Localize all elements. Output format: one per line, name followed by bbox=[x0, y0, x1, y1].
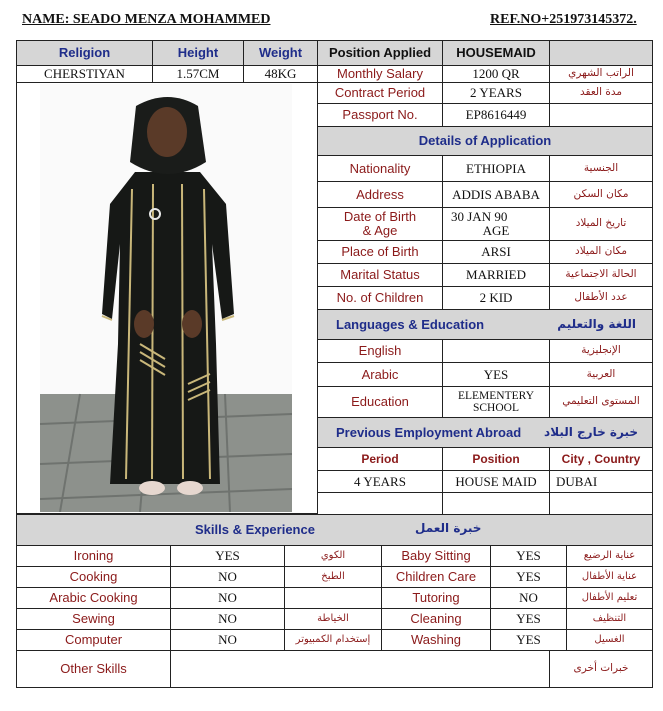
passport-value: EP8616449 bbox=[442, 103, 550, 127]
languages-title: Languages & Education bbox=[336, 316, 485, 332]
pob-value: ARSI bbox=[442, 240, 550, 264]
reference-number: REF.NO+251973145372. bbox=[490, 12, 637, 27]
education-value-line1: ELEMENTERY bbox=[457, 389, 535, 402]
education-value bbox=[442, 386, 550, 418]
marital-arabic: الحالة الاجتماعية bbox=[549, 263, 653, 287]
skill-label: Cooking bbox=[16, 566, 171, 588]
monthly-salary-value: 1200 QR bbox=[442, 65, 550, 83]
skill-arabic: تعليم الأطفال bbox=[566, 587, 653, 609]
skill-label: Sewing bbox=[16, 608, 171, 630]
marital-label: Marital Status bbox=[317, 263, 443, 287]
skill-value: YES bbox=[490, 608, 567, 630]
skill-label: Tutoring bbox=[381, 587, 491, 609]
religion-value: CHERSTIYAN bbox=[16, 65, 153, 83]
religion-header: Religion bbox=[16, 40, 153, 66]
employment-title-arabic: خبرة خارج البلاد bbox=[544, 425, 638, 440]
skills-title: Skills & Experience bbox=[195, 522, 315, 537]
skill-value: YES bbox=[490, 545, 567, 567]
skill-arabic: التنظيف bbox=[566, 608, 653, 630]
weight-value: 48KG bbox=[243, 65, 318, 83]
other-skills-value bbox=[170, 650, 550, 688]
nationality-arabic: الجنسية bbox=[549, 155, 653, 182]
skill-value: NO bbox=[170, 608, 285, 630]
skill-value: NO bbox=[170, 566, 285, 588]
skill-label: Computer bbox=[16, 629, 171, 651]
contract-period-value: 2 YEARS bbox=[442, 82, 550, 104]
skill-value: YES bbox=[170, 545, 285, 567]
languages-section-header bbox=[317, 309, 653, 340]
skill-value: YES bbox=[490, 629, 567, 651]
skill-arabic: الطبخ bbox=[284, 566, 382, 588]
pob-label: Place of Birth bbox=[317, 240, 443, 264]
skill-arabic: الغسيل bbox=[566, 629, 653, 651]
skill-value: NO bbox=[170, 587, 285, 609]
dob-arabic: تاريخ الميلاد bbox=[549, 207, 653, 241]
skill-value: NO bbox=[170, 629, 285, 651]
children-value: 2 KID bbox=[442, 286, 550, 310]
employment-title: Previous Employment Abroad bbox=[336, 424, 522, 440]
pob-arabic: مكان الميلاد bbox=[549, 240, 653, 264]
height-header: Height bbox=[152, 40, 244, 66]
english-value bbox=[442, 339, 550, 363]
dob-age: AGE bbox=[482, 223, 510, 238]
position-applied-value: HOUSEMAID bbox=[442, 40, 550, 66]
skills-title-arabic: خبرة العمل bbox=[415, 521, 482, 535]
english-label: English bbox=[317, 339, 443, 363]
skill-label: Cleaning bbox=[381, 608, 491, 630]
dob-date: 30 JAN 90 bbox=[451, 209, 508, 225]
education-arabic: المستوى التعليمي bbox=[549, 386, 653, 418]
skill-arabic: الكوي bbox=[284, 545, 382, 567]
employment-position-header: Position bbox=[442, 447, 550, 471]
skill-arabic: إستخدام الكمبيوتر bbox=[284, 629, 382, 651]
education-label: Education bbox=[317, 386, 443, 418]
arabic-arabic: العربية bbox=[549, 362, 653, 387]
employment-city-header: City , Country bbox=[549, 447, 653, 471]
monthly-salary-arabic: الراتب الشهري bbox=[549, 65, 653, 83]
skills-section-header bbox=[16, 514, 653, 546]
details-section-header: Details of Application bbox=[317, 126, 653, 156]
skill-label: Baby Sitting bbox=[381, 545, 491, 567]
applicant-photo bbox=[40, 84, 292, 512]
position-blank-cell bbox=[549, 40, 653, 66]
skill-value: YES bbox=[490, 566, 567, 588]
position-applied-label: Position Applied bbox=[317, 40, 443, 66]
skill-arabic: الخياطة bbox=[284, 608, 382, 630]
other-skills-arabic: خبرات أخرى bbox=[549, 650, 653, 688]
employment-blank-3 bbox=[549, 492, 653, 515]
other-skills-label: Other Skills bbox=[16, 650, 171, 688]
education-value-line2: SCHOOL bbox=[472, 402, 519, 414]
children-label: No. of Children bbox=[317, 286, 443, 310]
skill-label: Ironing bbox=[16, 545, 171, 567]
dob-label: Date of Birth & Age bbox=[317, 207, 443, 241]
skill-arabic: عناية الرضيع bbox=[566, 545, 653, 567]
skill-arabic: عناية الأطفال bbox=[566, 566, 653, 588]
address-value: ADDIS ABABA bbox=[442, 181, 550, 208]
passport-label: Passport No. bbox=[317, 103, 443, 127]
skill-label: Children Care bbox=[381, 566, 491, 588]
contract-period-arabic: مدة العقد bbox=[549, 82, 653, 104]
employment-blank-1 bbox=[317, 492, 443, 515]
applicant-name: NAME: SEADO MENZA MOHAMMED bbox=[22, 12, 271, 27]
marital-value: MARRIED bbox=[442, 263, 550, 287]
employment-section-header bbox=[317, 417, 653, 448]
skill-label: Washing bbox=[381, 629, 491, 651]
skill-label: Arabic Cooking bbox=[16, 587, 171, 609]
skill-arabic bbox=[284, 587, 382, 609]
passport-blank bbox=[549, 103, 653, 127]
monthly-salary-label: Monthly Salary bbox=[317, 65, 443, 83]
employment-period-header: Period bbox=[317, 447, 443, 471]
nationality-label: Nationality bbox=[317, 155, 443, 182]
employment-position-value: HOUSE MAID bbox=[442, 470, 550, 493]
arabic-label: Arabic bbox=[317, 362, 443, 387]
skill-value: NO bbox=[490, 587, 567, 609]
arabic-value: YES bbox=[442, 362, 550, 387]
contract-period-label: Contract Period bbox=[317, 82, 443, 104]
dob-value bbox=[442, 207, 550, 241]
english-arabic: الإنجليزية bbox=[549, 339, 653, 363]
employment-period-value: 4 YEARS bbox=[317, 470, 443, 493]
nationality-value: ETHIOPIA bbox=[442, 155, 550, 182]
employment-blank-2 bbox=[442, 492, 550, 515]
address-arabic: مكان السكن bbox=[549, 181, 653, 208]
weight-header: Weight bbox=[243, 40, 318, 66]
height-value: 1.57CM bbox=[152, 65, 244, 83]
address-label: Address bbox=[317, 181, 443, 208]
languages-title-arabic: اللغة والتعليم bbox=[557, 317, 636, 332]
employment-city-value: DUBAI bbox=[549, 470, 653, 493]
children-arabic: عدد الأطفال bbox=[549, 286, 653, 310]
